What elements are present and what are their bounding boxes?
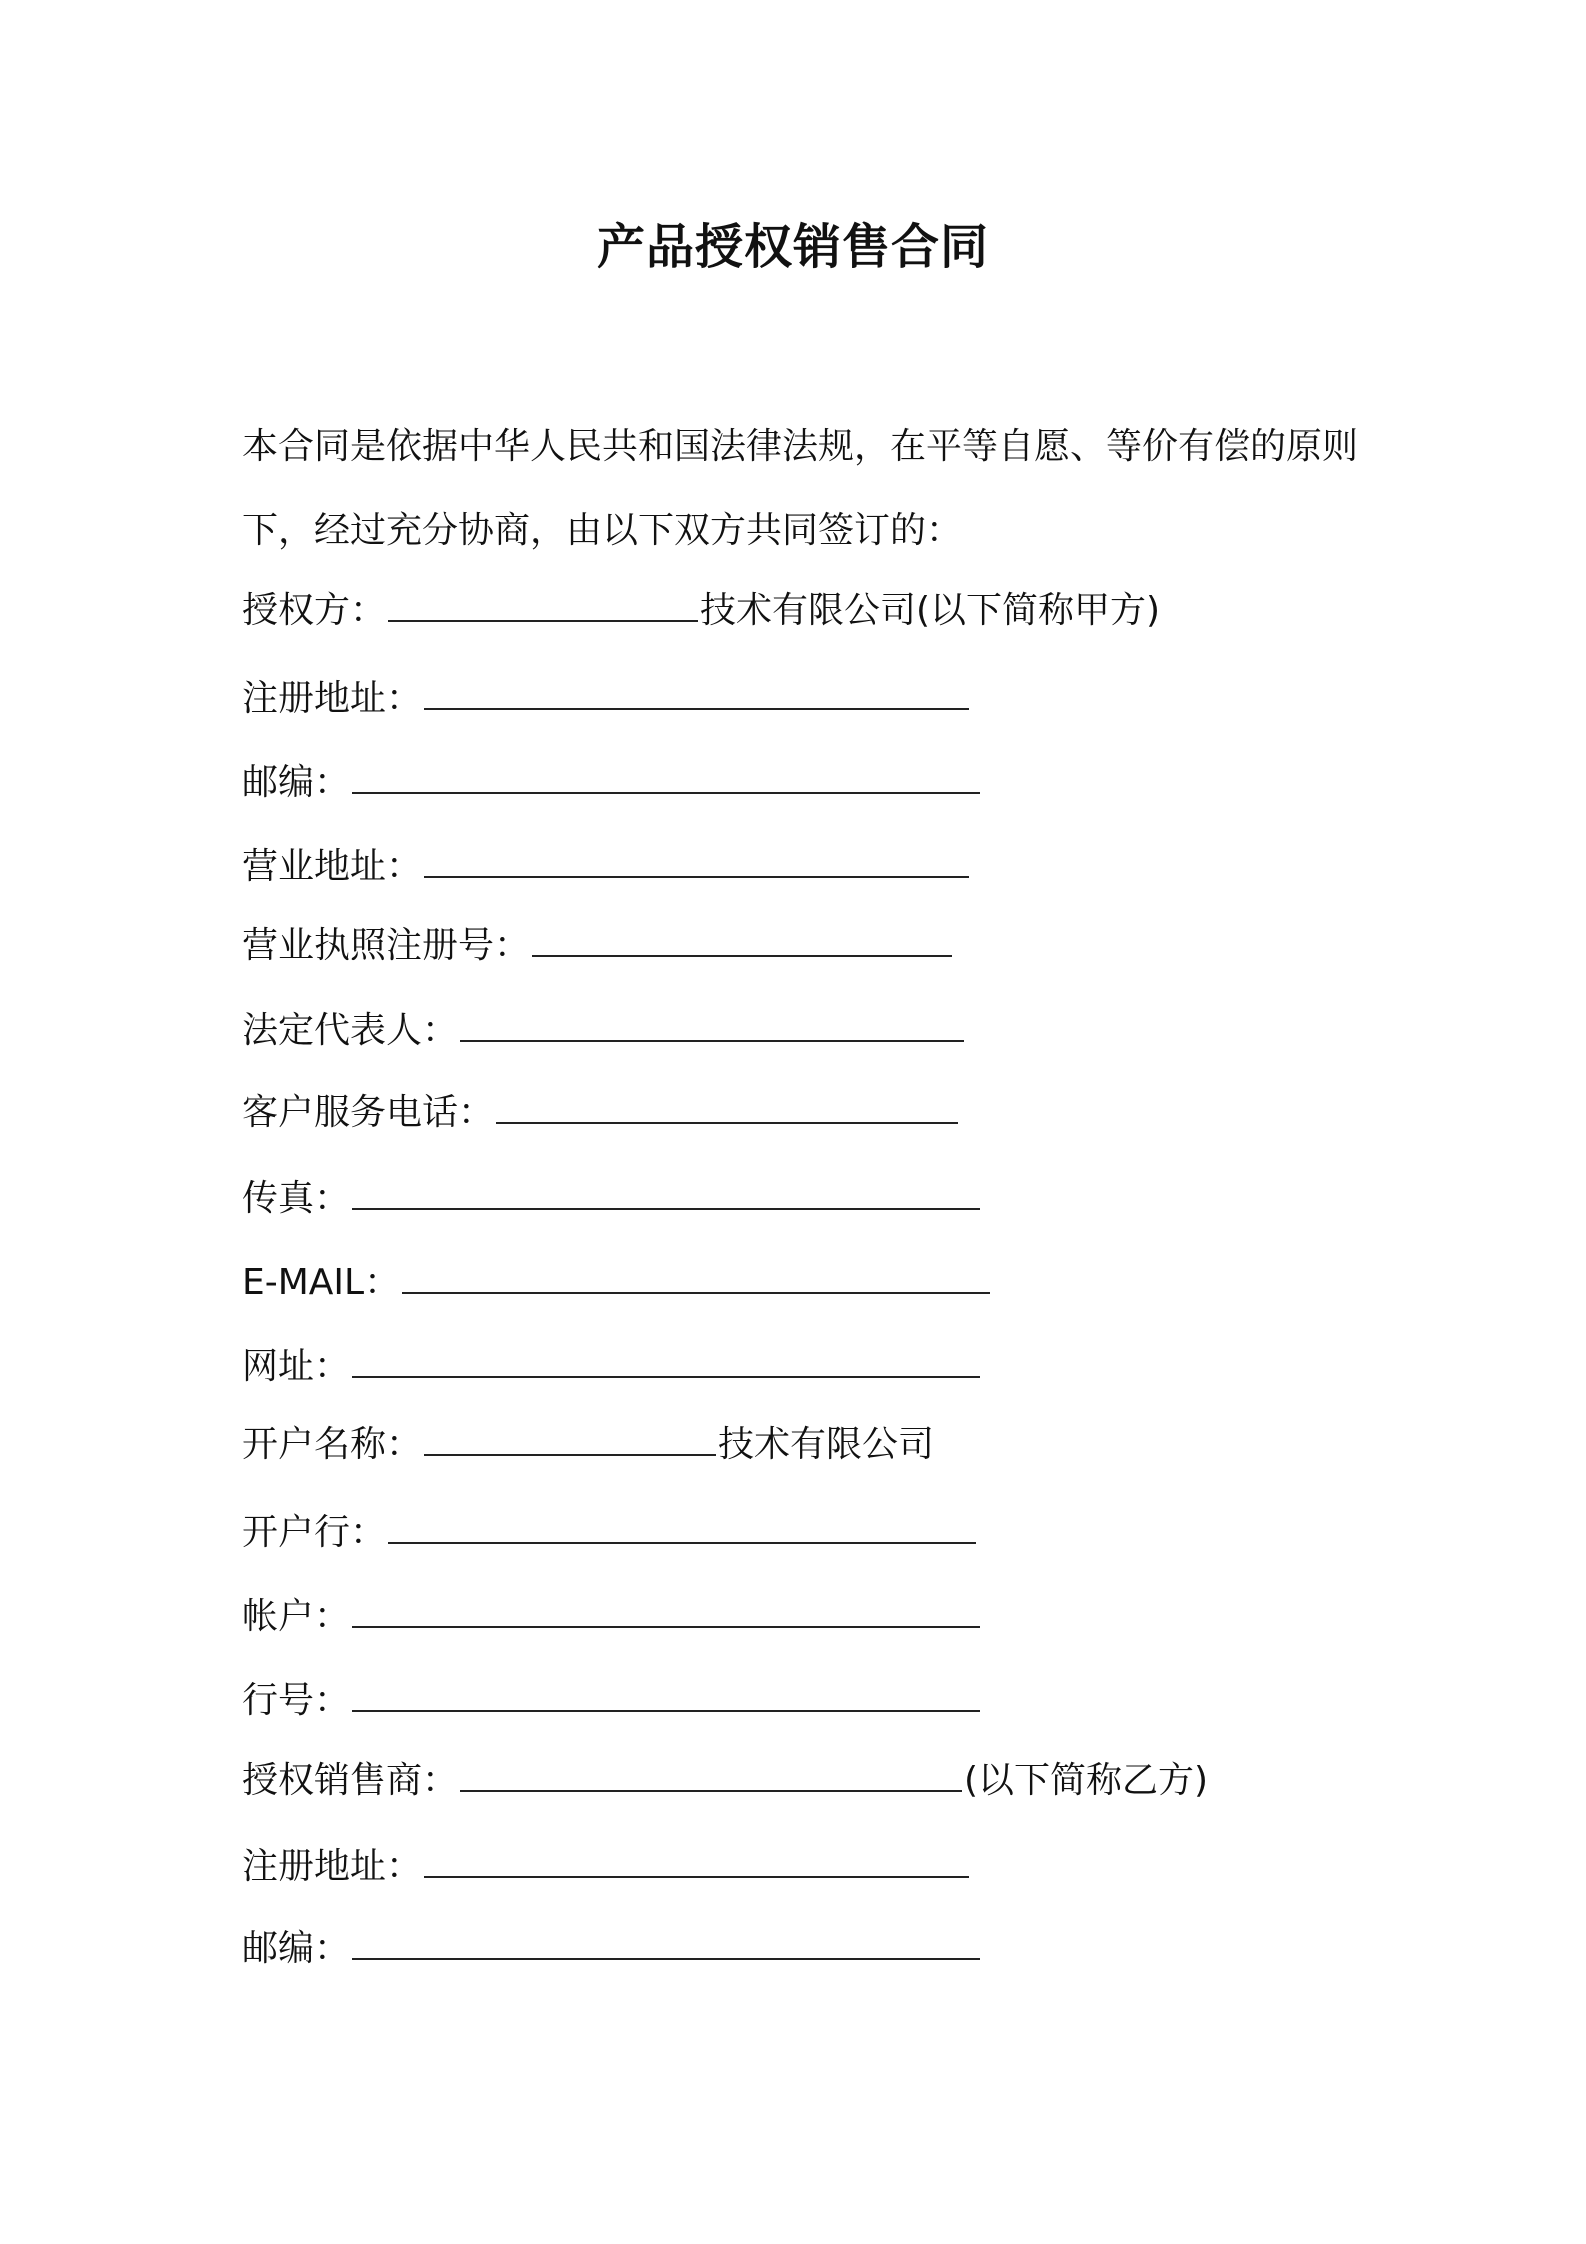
field-licensor (242, 580, 1160, 637)
fill-blank[interactable] (352, 1918, 980, 1960)
fill-blank[interactable] (402, 1252, 990, 1294)
field-registered-address-b (242, 1836, 971, 1893)
field-label: E-MAIL： (242, 1262, 401, 1303)
field-postcode (242, 752, 982, 809)
field-customer-service-phone (242, 1082, 960, 1139)
fill-blank[interactable] (496, 1082, 958, 1124)
field-legal-representative (242, 1000, 966, 1057)
fill-blank[interactable] (424, 836, 969, 878)
field-account-name (242, 1414, 934, 1471)
field-label: 网址： (242, 1346, 351, 1387)
field-label: 注册地址： (242, 1846, 423, 1887)
field-business-address (242, 836, 971, 893)
fill-blank[interactable] (424, 1414, 716, 1456)
field-account (242, 1586, 982, 1643)
field-label: 授权销售商： (242, 1760, 459, 1801)
field-business-license-number (242, 915, 954, 972)
fill-blank[interactable] (352, 752, 980, 794)
fill-blank[interactable] (352, 1336, 980, 1378)
field-label: 行号： (242, 1680, 351, 1721)
field-bank-code (242, 1670, 982, 1727)
field-authorized-reseller (242, 1750, 1208, 1807)
field-label: 开户名称： (242, 1424, 423, 1465)
fill-blank[interactable] (352, 1586, 980, 1628)
field-fax (242, 1168, 982, 1225)
field-bank (242, 1502, 978, 1559)
fill-blank[interactable] (460, 1000, 964, 1042)
field-label: 营业地址： (242, 846, 423, 887)
field-label: 开户行： (242, 1512, 387, 1553)
document-title: 产品授权销售合同 (596, 219, 989, 275)
field-email (242, 1252, 992, 1309)
fill-blank[interactable] (388, 1502, 976, 1544)
fill-blank[interactable] (532, 915, 952, 957)
field-label: 法定代表人： (242, 1010, 459, 1051)
field-postcode-b (242, 1918, 982, 1975)
field-label: 注册地址： (242, 678, 423, 719)
fill-blank[interactable] (424, 668, 969, 710)
field-label: 邮编： (242, 1928, 351, 1969)
intro-paragraph: 本合同是依据中华人民共和国法律法规，在平等自愿、等价有偿的原则下，经过充分协商，由以下双方共同签订的： (242, 426, 1359, 551)
field-website (242, 1336, 982, 1393)
field-suffix: 技术有限公司(以下简称甲方) (700, 590, 1161, 631)
field-suffix: 技术有限公司 (718, 1424, 935, 1465)
field-suffix: (以下简称乙方) (964, 1760, 1209, 1801)
fill-blank[interactable] (424, 1836, 969, 1878)
fill-blank[interactable] (460, 1750, 962, 1792)
fill-blank[interactable] (388, 580, 698, 622)
fill-blank[interactable] (352, 1168, 980, 1210)
field-registered-address (242, 668, 971, 725)
field-label: 邮编： (242, 762, 351, 803)
field-label: 客户服务电话： (242, 1092, 495, 1133)
field-label: 传真： (242, 1178, 351, 1219)
fill-blank[interactable] (352, 1670, 980, 1712)
field-label: 帐户： (242, 1596, 351, 1637)
field-label: 营业执照注册号： (242, 925, 531, 966)
field-label: 授权方： (242, 590, 387, 631)
